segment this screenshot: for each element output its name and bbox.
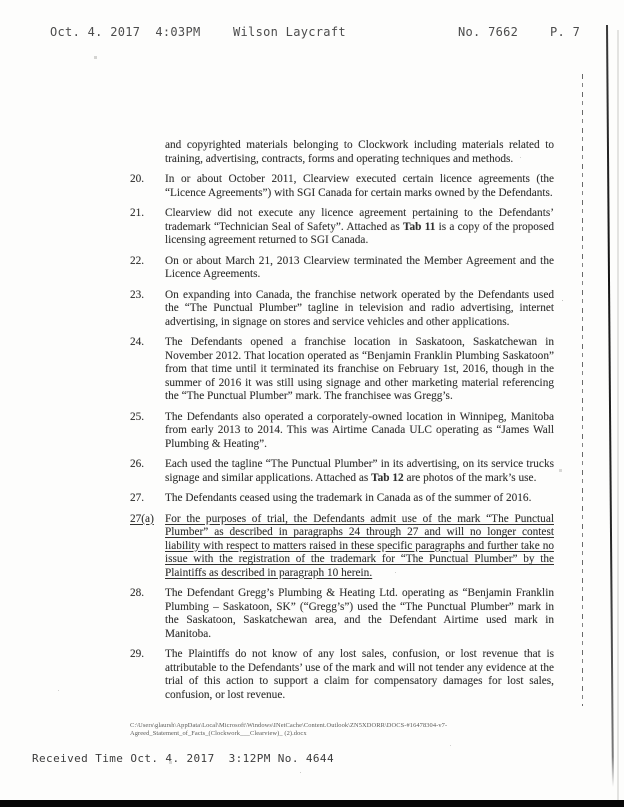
document-body [130, 139, 554, 709]
scan-artifact-dashed-line [582, 74, 583, 706]
paragraph-number [130, 139, 165, 166]
paragraph-25 [130, 411, 554, 452]
paragraph-text: For the purposes of trial, the Defendants admit use of the mark “The Punctual Plumber” as described in paragraphs 24 through 27 and will no longer contest liability with respect to matters raised in these specific paragraphs and further take no issue with the registration of the trademark for “The Punctual Plumber” by the Plaintiffs as described in paragraph 10 herein. [165, 512, 554, 579]
paragraph-29 [130, 648, 554, 702]
paragraph-number: 21. [130, 207, 145, 219]
paragraph-26 [130, 458, 554, 485]
fax-page-number-text: P. 7 [550, 25, 581, 39]
paragraph-text: The Defendants also operated a corporately-owned location in Winnipeg, Manitoba from early 2013 to 2014. This was Airtime Canada ULC operating as “James Wall Plumbing & Heating”. [165, 410, 554, 450]
paragraph-23 [130, 289, 554, 330]
scan-artifact-vertical-line [606, 25, 614, 787]
fax-number-text: No. 7662 [458, 25, 519, 39]
paragraph-number: 24. [130, 336, 145, 348]
paragraph-21 [130, 207, 554, 248]
paragraph-number: 29. [130, 648, 145, 660]
paragraph-text: Each used the tagline “The Punctual Plumber” in its advertising, on its service trucks signage and similar applications. Attached as Tab 12 are photos of the mark’s use. [165, 458, 554, 484]
paragraph-22 [130, 255, 554, 282]
paragraph-number: 26. [130, 458, 145, 470]
paragraph-24 [130, 336, 554, 404]
paragraph-27a [130, 513, 554, 581]
paragraph-number: 28. [130, 587, 145, 599]
paragraph-number: 27. [130, 492, 145, 504]
paragraph-text: The Defendants opened a franchise location in Saskatoon, Saskatchewan in November 2012. That location operated as “Benjamin Franklin Plumbing Saskatoon” from that time until it terminated its franchise on February 1st, 2016, though in the summer of 2016 it was still using signage and other marketing material referencing the “The Punctual Plumber” mark. The franchisee was Gregg’s. [165, 336, 554, 402]
scan-artifact-bottom-bar [0, 800, 624, 807]
paragraph-number: 23. [130, 288, 145, 301]
paragraph-text: The Defendants ceased using the trademark in Canada as of the summer of 2016. [165, 492, 532, 504]
paragraph-text: Clearview did not execute any licence agreement pertaining to the Defendants’ trademark “Technician Seal of Safety”. Attached as Tab 11 is a copy of the proposed licensing agreement returned to SGI Canada. [165, 207, 554, 246]
received-time-line: Received Time Oct. 4. 2017 3:12PM No. 4644 [32, 752, 334, 765]
paragraph-number: 22. [130, 254, 145, 267]
file-path-line-1: C:\Users\glaursh\AppData\Local\Microsoft\Windows\INetCache\Content.Outlook\ZN5XDORR\DOCS-#16478304-v7- [130, 722, 448, 729]
paragraph-text: On or about March 21, 2013 Clearview terminated the Member Agreement and the Licence Agreements. [165, 254, 554, 280]
paragraph-number: 20. [130, 173, 145, 185]
paragraph-text: On expanding into Canada, the franchise network operated by the Defendants used the “The Punctual Plumber” tagline in television and radio advertising, internet advertising, in signage on stores and service vehicles and other applications. [165, 288, 554, 328]
paragraph-number: 25. [130, 410, 145, 423]
scan-noise-specks [0, 0, 1, 1]
paragraph-text: In or about October 2011, Clearview executed certain licence agreements (the “Licence Agreements”) with SGI Canada for certain marks owned by the Defendants. [165, 173, 554, 199]
fax-datetime-text: Oct. 4. 2017 4:03PM [50, 25, 201, 39]
paragraph-28 [130, 587, 554, 641]
footer-file-path [130, 722, 460, 737]
paragraph-text: and copyrighted materials belonging to Clockwork including materials related to training, advertising, contracts, forms and operating techniques and methods. [165, 139, 554, 165]
paragraph-number: 27(a) [130, 512, 154, 525]
scan-edge-line [617, 30, 619, 800]
fax-sender-text: Wilson Laycraft [233, 25, 346, 39]
paragraph-text: The Defendant Gregg’s Plumbing & Heating Ltd. operating as “Benjamin Franklin Plumbing – Saskatoon, SK” (“Gregg’s”) used the “The Punctual Plumber” mark in the Saskatoon, Saskatchewan area, and the Defendant Airtime used mark in Manitoba. [165, 587, 554, 640]
file-path-line-2: Agreed_Statement_of_Facts_(Clockwork___Clearview)_ (2).docx [130, 729, 307, 737]
paragraph-27 [130, 492, 554, 506]
paragraph-20 [130, 173, 554, 200]
paragraph-text: The Plaintiffs do not know of any lost sales, confusion, or lost revenue that is attributable to the Defendants’ use of the mark and will not tender any evidence at the trial of this action to support a claim for compensatory damages for lost sales, confusion, or lost revenue. [165, 648, 554, 701]
paragraph-continuation [130, 139, 554, 166]
